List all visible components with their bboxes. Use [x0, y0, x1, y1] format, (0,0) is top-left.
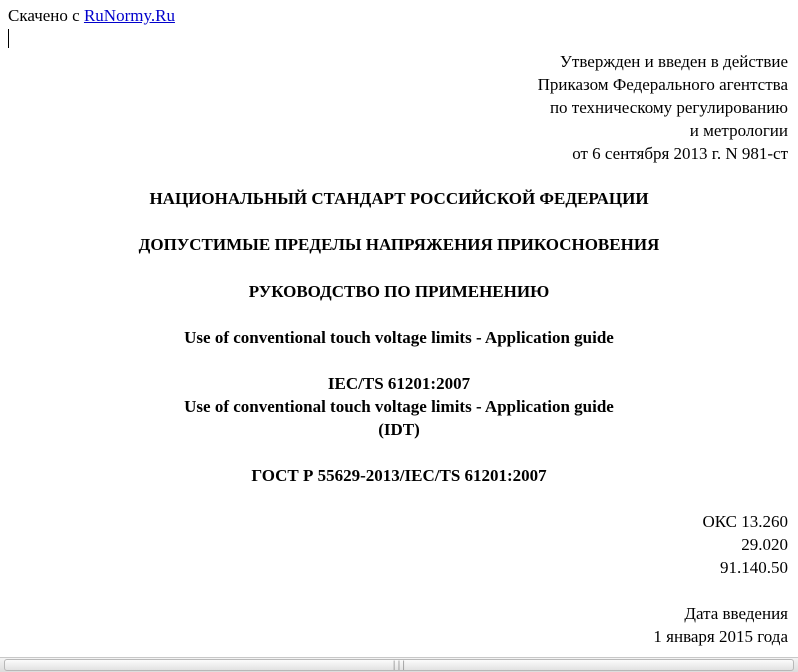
iec-code: IEC/TS 61201:2007	[327, 374, 471, 393]
horizontal-scrollbar[interactable]	[0, 657, 798, 672]
gost-code: ГОСТ Р 55629-2013/IEC/TS 61201:2007	[251, 466, 547, 485]
oks-line: ОКС 13.260	[702, 512, 788, 531]
approval-line: и метрологии	[689, 121, 788, 140]
source-prefix: Скачено с	[8, 6, 84, 25]
subtitle: РУКОВОДСТВО ПО ПРИМЕНЕНИЮ	[248, 282, 550, 301]
iec-title: Use of conventional touch voltage limits - Application guide	[184, 397, 614, 416]
idt-label: (IDT)	[378, 420, 420, 439]
oks-line: 29.020	[741, 535, 788, 554]
runormy-link[interactable]: RuNormy.Ru	[83, 6, 175, 25]
approval-block	[538, 50, 788, 165]
grip-icon: │││	[391, 661, 407, 670]
approval-line: по техническому регулированию	[549, 98, 788, 117]
main-title: ДОПУСТИМЫЕ ПРЕДЕЛЫ НАПРЯЖЕНИЯ ПРИКОСНОВЕНИЯ	[138, 235, 660, 254]
approval-line: Приказом Федерального агентства	[537, 75, 788, 94]
approval-line: Утвержден и введен в действие	[559, 52, 788, 71]
text-caret	[8, 29, 9, 48]
intro-date-block	[653, 602, 788, 648]
source-line	[8, 6, 175, 26]
english-title: Use of conventional touch voltage limits - Application guide	[184, 328, 614, 347]
approval-line: от 6 сентября 2013 г. N 981-ст	[572, 144, 788, 163]
scrollbar-thumb[interactable]	[4, 659, 794, 671]
intro-date-value: 1 января 2015 года	[653, 627, 788, 646]
oks-block	[702, 510, 788, 579]
oks-line: 91.140.50	[720, 558, 788, 577]
national-standard-heading: НАЦИОНАЛЬНЫЙ СТАНДАРТ РОССИЙСКОЙ ФЕДЕРАЦИИ	[149, 189, 649, 208]
intro-date-label: Дата введения	[684, 604, 788, 623]
